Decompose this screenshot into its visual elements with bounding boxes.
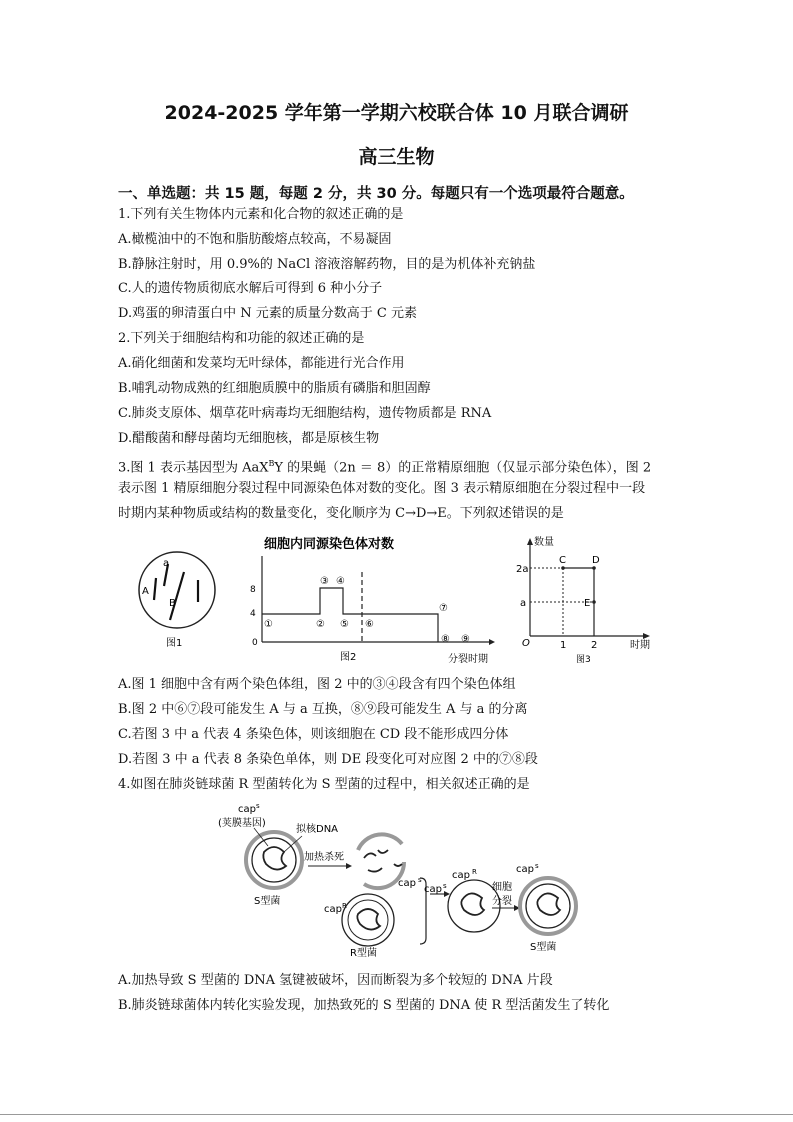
fig3-xtick-2: 2 [591, 640, 598, 651]
exam-subject: 高三生物 [358, 146, 435, 168]
fig1-label-B: B [169, 598, 176, 609]
q3-option-b: B.图 2 中⑥⑦段可能发生 A 与 a 互换，⑧⑨段可能发生 A 与 a 的分离 [118, 702, 528, 717]
q3-figure-3 [508, 532, 658, 668]
fig2-x-arrow [489, 639, 495, 645]
fig3-point-d [592, 566, 596, 570]
fig-division-2: 分裂 [492, 896, 512, 907]
fig-heat-kill: 加热杀死 [304, 852, 344, 863]
r-strain-inner [348, 900, 388, 940]
fig1-label-a: a [163, 558, 170, 569]
fig3-ytick-a: a [520, 598, 527, 609]
fig2-title: 细胞内同源染色体对数 [264, 537, 395, 552]
fig-s-strain2-label: S型菌 [530, 942, 557, 953]
fig-cap-s4-sup: s [535, 862, 539, 870]
r-strain-dna [357, 909, 380, 930]
fig1-caption: 图1 [166, 638, 183, 649]
killed-capsule-top [358, 834, 402, 850]
merge-arrowhead [444, 891, 450, 897]
s-strain-cell [252, 838, 296, 882]
q3-figure-2 [248, 532, 498, 668]
new-s-dna [537, 893, 560, 915]
fig-cap-s2-sup: s [418, 876, 422, 884]
q4-stem: 4.如图在肺炎链球菌 R 型菌转化为 S 型菌的过程中，相关叙述正确的是 [118, 777, 530, 792]
fig-cap-s3: cap [424, 884, 442, 895]
q2-stem: 2.下列关于细胞结构和功能的叙述正确的是 [118, 331, 365, 346]
fig-capsule-gene: (荚膜基因) [218, 818, 266, 829]
fig-s-strain-label: S型菌 [254, 896, 281, 907]
fig-nucleoid-dna: 拟核DNA [296, 824, 339, 835]
fig2-seg-1: ① [264, 619, 273, 630]
q4-option-a: A.加热导致 S 型菌的 DNA 氢键被破坏，因而断裂为多个较短的 DNA 片段 [118, 973, 553, 988]
chromosome-B [170, 572, 184, 620]
q1-option-c: C.人的遗传物质彻底水解后可得到 6 种小分子 [118, 281, 383, 296]
q3-option-a: A.图 1 细胞中含有两个染色体组，图 2 中的③④段含有四个染色体组 [118, 677, 516, 692]
section-heading: 一、单选题：共 15 题，每题 2 分，共 30 分。每题只有一个选项最符合题意。 [118, 186, 634, 202]
fig3-ylabel: 数量 [534, 537, 554, 548]
chromosome-A [154, 578, 156, 600]
q3-option-d: D.若图 3 中 a 代表 8 条染色单体，则 DE 段变化可对应图 2 中的⑦⑧段 [118, 752, 538, 767]
s-strain-capsule [246, 832, 302, 888]
new-s-cell [526, 884, 570, 928]
fig-cap-r: cap$^R$ [324, 902, 347, 915]
q1-option-b: B.静脉注射时，用 0.9%的 NaCl 溶液溶解药物，目的是为机体补充钠盐 [118, 257, 536, 272]
fig3-xlabel: 时期 [630, 640, 650, 651]
page-bottom-rule [0, 1114, 793, 1115]
fig2-ytick-8: 8 [250, 585, 256, 595]
fig-cap-s2: cap [398, 878, 416, 889]
q2-option-a: A.硝化细菌和发菜均无叶绿体，都能进行光合作用 [118, 356, 405, 371]
fig-cap-r2-sup: R [472, 868, 477, 876]
fig2-seg-4: ④ [336, 576, 345, 587]
fig3-label-e: E [584, 598, 591, 609]
fig-division-1: 细胞 [492, 882, 512, 893]
q3-stem-part1: 3.图 1 表示基因型为 AaX [118, 460, 269, 476]
q2-option-c: C.肺炎支原体、烟草花叶病毒均无细胞结构，遗传物质都是 RNA [118, 406, 492, 421]
dna-fragment-4 [394, 864, 402, 866]
fig3-y-arrow [527, 538, 533, 545]
q3-figure-1 [132, 548, 222, 654]
q3-stem-line2: 表示图 1 精原细胞分裂过程中同源染色体对数的变化。图 3 表示精原细胞在分裂过程中一段 [118, 481, 646, 496]
fig2-seg-7: ⑦ [439, 603, 448, 614]
fig3-ytick-2a: 2a [516, 564, 529, 575]
fig2-seg-5: ⑤ [340, 619, 349, 630]
fig3-origin: O [522, 638, 530, 649]
fig2-ytick-4: 4 [250, 609, 256, 619]
fig-cap-s: cap$^s$ [238, 802, 260, 815]
fig1-label-A: A [142, 586, 149, 597]
fig2-ytick-0: 0 [252, 638, 258, 648]
fig-cap-s3-sup: s [443, 882, 447, 890]
q2-option-b: B.哺乳动物成熟的红细胞质膜中的脂质有磷脂和胆固醇 [118, 381, 431, 396]
q3-stem-sup: B [268, 459, 275, 468]
q3-stem-line1 [118, 456, 651, 476]
dna-fragment-2 [378, 850, 388, 853]
cell-membrane [139, 552, 215, 628]
fig3-point-c [561, 566, 565, 570]
fig3-label-d: D [592, 555, 600, 566]
q4-figure [208, 800, 588, 960]
q3-stem-part2: Y 的果蝇（2n ＝ 8）的正常精原细胞（仅显示部分染色体），图 2 [274, 460, 652, 476]
fig-r-strain-label: R型菌 [350, 948, 377, 959]
fig2-xlabel: 分裂时期 [448, 654, 488, 665]
fig3-label-c: C [559, 555, 566, 566]
fig2-seg-8: ⑧ [441, 634, 450, 645]
exam-title: 2024-2025 学年第一学期六校联合体 10 月联合调研 [164, 102, 629, 124]
q1-stem: 1.下列有关生物体内元素和化合物的叙述正确的是 [118, 207, 404, 222]
new-s-capsule [520, 878, 576, 934]
fig-cap-r2: cap [452, 870, 470, 881]
fig2-seg-3: ③ [320, 576, 329, 587]
q3-stem-line3: 时期内某种物质或结构的数量变化，变化顺序为 C→D→E。下列叙述错误的是 [118, 506, 564, 521]
q2-option-d: D.醋酸菌和酵母菌均无细胞核，都是原核生物 [118, 431, 380, 446]
r-strain-cell [342, 894, 394, 946]
dna-fragment-3 [368, 868, 382, 872]
fig3-caption: 图3 [576, 655, 591, 665]
transformed-dna [461, 893, 484, 915]
fig2-caption: 图2 [340, 652, 357, 663]
fig2-seg-9: ⑨ [461, 634, 470, 645]
fig2-seg-6: ⑥ [365, 619, 374, 630]
q1-option-d: D.鸡蛋的卵清蛋白中 N 元素的质量分数高于 C 元素 [118, 306, 417, 321]
heat-kill-arrowhead [346, 863, 352, 869]
fig2-line [262, 588, 438, 642]
q4-option-b: B.肺炎链球菌体内转化实验发现，加热致死的 S 型菌的 DNA 使 R 型活菌发生了转化 [118, 998, 610, 1013]
fig3-xtick-1: 1 [560, 640, 567, 651]
fig-cap-s4: cap [516, 864, 534, 875]
q1-option-a: A.橄榄油中的不饱和脂肪酸熔点较高，不易凝固 [118, 232, 392, 247]
q3-option-c: C.若图 3 中 a 代表 4 条染色体，则该细胞在 CD 段不能形成四分体 [118, 727, 509, 742]
dna-fragment-1 [364, 853, 376, 858]
s-strain-dna [263, 847, 286, 870]
fig3-x-arrow [643, 633, 650, 639]
fig2-seg-2: ② [316, 619, 325, 630]
fig3-point-e [592, 600, 596, 604]
